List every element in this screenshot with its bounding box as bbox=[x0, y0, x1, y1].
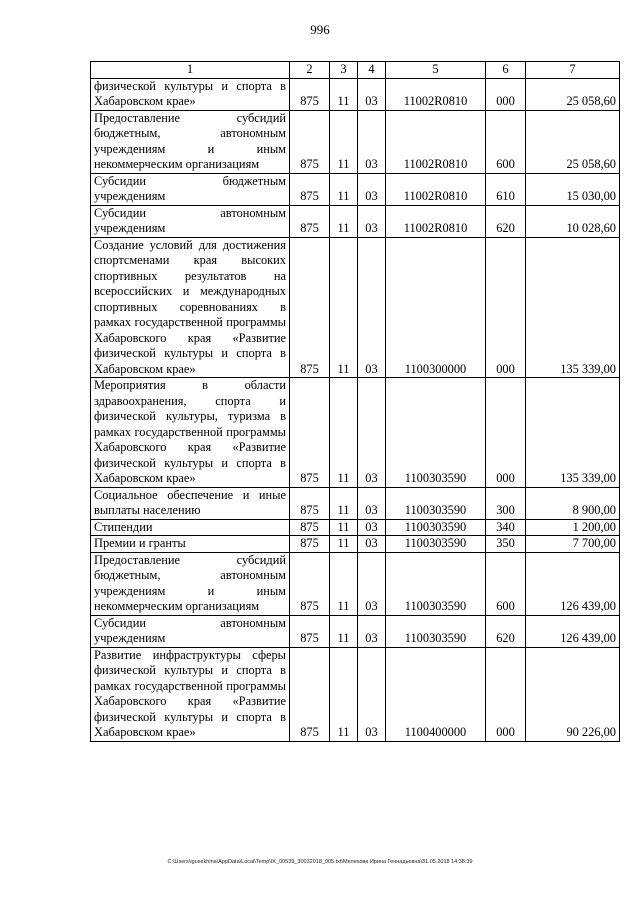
cell-target-code: 1100303590 bbox=[386, 552, 486, 615]
cell-target-code: 1100303590 bbox=[386, 487, 486, 519]
row-name: Мероприятия в области здравоохранения, спорта и физической культуры, туризма в рамках государственной программы Хабаровского края «Развитие физической культуры и спорта в Хабаровском крае» bbox=[91, 378, 290, 488]
page-number: 996 bbox=[310, 22, 330, 37]
row-name: Предоставление субсидий бюджетным, автономным учреждениям и иным некоммерческим организациям bbox=[91, 110, 290, 173]
cell-amount: 10 028,60 bbox=[526, 205, 620, 237]
cell-expense-type: 300 bbox=[486, 487, 526, 519]
cell-ministry-code: 875 bbox=[290, 536, 330, 553]
table-row bbox=[91, 205, 620, 237]
cell-ministry-code: 875 bbox=[290, 110, 330, 173]
cell-section: 11 bbox=[330, 237, 358, 378]
cell-section: 11 bbox=[330, 487, 358, 519]
table-row bbox=[91, 173, 620, 205]
cell-target-code: 1100300000 bbox=[386, 237, 486, 378]
row-name: Субсидии бюджетным учреждениям bbox=[91, 173, 290, 205]
cell-target-code: 11002R0810 bbox=[386, 205, 486, 237]
cell-target-code: 11002R0810 bbox=[386, 173, 486, 205]
cell-expense-type: 350 bbox=[486, 536, 526, 553]
cell-subsection: 03 bbox=[358, 378, 386, 488]
cell-section: 11 bbox=[330, 647, 358, 741]
cell-amount: 25 058,60 bbox=[526, 110, 620, 173]
row-name: Развитие инфраструктуры сферы физической культуры и спорта в рамках государственной программы Хабаровского края «Развитие физической культуры и спорта в Хабаровском крае» bbox=[91, 647, 290, 741]
cell-subsection: 03 bbox=[358, 615, 386, 647]
row-name: Премии и гранты bbox=[91, 536, 290, 553]
cell-amount: 90 226,00 bbox=[526, 647, 620, 741]
cell-subsection: 03 bbox=[358, 110, 386, 173]
cell-ministry-code: 875 bbox=[290, 647, 330, 741]
cell-expense-type: 340 bbox=[486, 519, 526, 536]
cell-amount: 135 339,00 bbox=[526, 378, 620, 488]
cell-amount: 126 439,00 bbox=[526, 615, 620, 647]
cell-amount: 7 700,00 bbox=[526, 536, 620, 553]
cell-target-code: 1100303590 bbox=[386, 615, 486, 647]
cell-ministry-code: 875 bbox=[290, 173, 330, 205]
cell-ministry-code: 875 bbox=[290, 552, 330, 615]
row-name: Субсидии автономным учреждениям bbox=[91, 615, 290, 647]
cell-section: 11 bbox=[330, 615, 358, 647]
budget-table bbox=[90, 61, 620, 742]
cell-ministry-code: 875 bbox=[290, 378, 330, 488]
cell-subsection: 03 bbox=[358, 78, 386, 110]
cell-subsection: 03 bbox=[358, 536, 386, 553]
cell-ministry-code: 875 bbox=[290, 615, 330, 647]
cell-target-code: 1100303590 bbox=[386, 536, 486, 553]
cell-expense-type: 620 bbox=[486, 615, 526, 647]
table-row bbox=[91, 237, 620, 378]
cell-subsection: 03 bbox=[358, 519, 386, 536]
cell-ministry-code: 875 bbox=[290, 519, 330, 536]
column-header: 3 bbox=[330, 62, 358, 79]
cell-subsection: 03 bbox=[358, 205, 386, 237]
cell-ministry-code: 875 bbox=[290, 78, 330, 110]
cell-section: 11 bbox=[330, 205, 358, 237]
row-name: Социальное обеспечение и иные выплаты населению bbox=[91, 487, 290, 519]
row-name: Субсидии автономным учреждениям bbox=[91, 205, 290, 237]
cell-expense-type: 000 bbox=[486, 378, 526, 488]
cell-ministry-code: 875 bbox=[290, 237, 330, 378]
cell-target-code: 1100303590 bbox=[386, 519, 486, 536]
cell-subsection: 03 bbox=[358, 552, 386, 615]
cell-ministry-code: 875 bbox=[290, 205, 330, 237]
column-header: 1 bbox=[91, 62, 290, 79]
cell-amount: 25 058,60 bbox=[526, 78, 620, 110]
cell-section: 11 bbox=[330, 378, 358, 488]
cell-amount: 8 900,00 bbox=[526, 487, 620, 519]
row-name: Создание условий для достижения спортсменами края высоких спортивных результатов на всероссийских и международных спортивных соревнованиях в рамках государственной программы Хабаровского края «Развитие физической культуры и спорта в Хабаровском крае» bbox=[91, 237, 290, 378]
column-header: 7 bbox=[526, 62, 620, 79]
cell-amount: 126 439,00 bbox=[526, 552, 620, 615]
cell-expense-type: 000 bbox=[486, 237, 526, 378]
cell-subsection: 03 bbox=[358, 173, 386, 205]
cell-section: 11 bbox=[330, 552, 358, 615]
cell-section: 11 bbox=[330, 536, 358, 553]
cell-expense-type: 600 bbox=[486, 552, 526, 615]
table-row bbox=[91, 552, 620, 615]
cell-expense-type: 600 bbox=[486, 110, 526, 173]
table-row bbox=[91, 110, 620, 173]
cell-target-code: 1100303590 bbox=[386, 378, 486, 488]
cell-amount: 135 339,00 bbox=[526, 237, 620, 378]
cell-section: 11 bbox=[330, 519, 358, 536]
cell-ministry-code: 875 bbox=[290, 487, 330, 519]
column-header: 5 bbox=[386, 62, 486, 79]
cell-expense-type: 610 bbox=[486, 173, 526, 205]
cell-subsection: 03 bbox=[358, 237, 386, 378]
table-row bbox=[91, 487, 620, 519]
cell-section: 11 bbox=[330, 173, 358, 205]
cell-expense-type: 000 bbox=[486, 647, 526, 741]
table-header-row bbox=[91, 62, 620, 79]
table-row bbox=[91, 536, 620, 553]
table-row bbox=[91, 519, 620, 536]
cell-target-code: 11002R0810 bbox=[386, 78, 486, 110]
file-path-footer: C:\Users\igusekhina\AppData\Local\Temp\IK_00539_30032018_005.txt\Мелехова Ирина Геннадьевна\31.05.2018 14:38:39 bbox=[167, 859, 473, 865]
cell-section: 11 bbox=[330, 78, 358, 110]
cell-expense-type: 000 bbox=[486, 78, 526, 110]
column-header: 4 bbox=[358, 62, 386, 79]
cell-target-code: 11002R0810 bbox=[386, 110, 486, 173]
cell-target-code: 1100400000 bbox=[386, 647, 486, 741]
table-row bbox=[91, 78, 620, 110]
column-header: 2 bbox=[290, 62, 330, 79]
table-row bbox=[91, 378, 620, 488]
cell-subsection: 03 bbox=[358, 487, 386, 519]
row-name: Предоставление субсидий бюджетным, автономным учреждениям и иным некоммерческим организациям bbox=[91, 552, 290, 615]
table-row bbox=[91, 615, 620, 647]
column-header: 6 bbox=[486, 62, 526, 79]
cell-subsection: 03 bbox=[358, 647, 386, 741]
row-name: физической культуры и спорта в Хабаровском крае» bbox=[91, 78, 290, 110]
cell-section: 11 bbox=[330, 110, 358, 173]
cell-amount: 1 200,00 bbox=[526, 519, 620, 536]
cell-expense-type: 620 bbox=[486, 205, 526, 237]
cell-amount: 15 030,00 bbox=[526, 173, 620, 205]
row-name: Стипендии bbox=[91, 519, 290, 536]
table-row bbox=[91, 647, 620, 741]
